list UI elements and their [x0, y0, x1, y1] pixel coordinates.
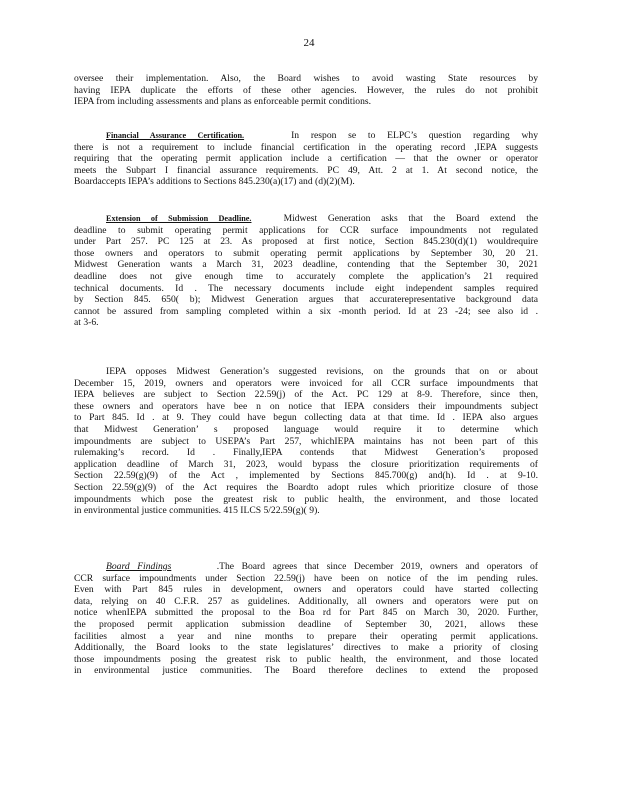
text-line: Even with Part 845 rules in development, owners and operators could have started collecting: [74, 584, 538, 596]
page-number: 24: [303, 37, 315, 49]
text-line-with-heading: [74, 561, 538, 573]
text-segment: In respon se to ELPC’s question regarding why: [291, 130, 538, 141]
section-heading: Board Findings: [106, 561, 172, 572]
text-line: these owners and operators have bee n on notice that IEPA considers their impoundments subject: [74, 400, 538, 412]
text-line: notice whenIEPA submitted the proposal to the Boa rd for Part 845 on March 30, 2020. Further,: [74, 607, 538, 619]
text-line: cannot be assured from sampling completed within a six -month period. Id at 23 -24; see also id .: [74, 305, 538, 317]
text-line: technical documents. Id . The necessary documents include eight independent samples required: [74, 282, 538, 294]
text-line: data, relying on 40 C.F.R. 257 as guidelines. Additionally, all owners and operators were put on: [74, 595, 538, 607]
text-line: having IEPA duplicate the efforts of these other agencies. However, the rules do not prohibit: [74, 84, 538, 96]
text-line: CCR surface impoundments under Section 22.59(j) have been on notice of the im pending rules.: [74, 572, 538, 584]
section-heading: Financial Assurance Certification.: [106, 131, 245, 140]
section-heading: Extension of Submission Deadline.: [106, 214, 252, 223]
text-segment: Midwest Generation asks that the Board extend the: [283, 213, 538, 224]
text-line: [74, 366, 538, 378]
text-line: deadline to submit operating permit applications for CCR surface impoundments not regulated: [74, 224, 538, 236]
text-line: impoundments which pose the greatest risk to public health, the environment, and those located: [74, 493, 538, 505]
text-segment: IEPA opposes Midwest Generation’s suggested revisions, on the grounds that on or about: [106, 366, 538, 377]
text-line: there is not a requirement to include financial certification in the operating record ,IEPA suggests: [74, 141, 538, 153]
text-line-with-heading: [74, 130, 538, 142]
text-line: in environmental justice communities. The Board therefore declines to extend the proposed: [74, 665, 538, 677]
text-line: those owners and operators to submit operating permit applications by September 30, 20 21.: [74, 247, 538, 259]
text-line: the proposed permit application submission deadline of September 30, 2021, allows these: [74, 618, 538, 630]
text-line: under Part 257. PC 125 at 23. As proposed at first notice, Section 845.230(d)(1) wouldrequire: [74, 236, 538, 248]
text-line: by Section 845. 650( b); Midwest Generation argues that accuraterepresentative background data: [74, 294, 538, 306]
paragraph-extension-deadline: [74, 213, 538, 329]
text-line: rulemaking’s record. Id . Finally,IEPA contends that Midwest Generation’s proposed: [74, 447, 538, 459]
text-line: application deadline of March 31, 2023, would bypass the closure prioritization requirements of: [74, 458, 538, 470]
text-line: IEPA believes are subject to Section 22.59(j) of the Act. PC 129 at 8-9. Therefore, since then,: [74, 389, 538, 401]
text-line: those impoundments posing the greatest risk to public health, the environment, and those located: [74, 653, 538, 665]
text-line: Section 22.59(g)(9) of the Act requires the Boardto adopt rules which prioritize closure of those: [74, 481, 538, 493]
text-line: deadline does not give enough time to accurately complete the application’s 21 required: [74, 270, 538, 282]
text-line: Section 22.59(g)(9) of the Act , implemented by Sections 845.700(g) and(h). Id . at 9-10.: [74, 470, 538, 482]
text-line: requiring that the operating permit application include a certification — that the owner or operator: [74, 153, 538, 165]
text-line-with-heading: [74, 213, 538, 225]
paragraph-financial-assurance: [74, 130, 538, 188]
paragraph-implementation: [74, 73, 538, 108]
text-line: Midwest Generation wants a March 31, 2023 deadline, contending that the September 30, 2021: [74, 259, 538, 271]
paragraph-iepa-opposes: [74, 366, 538, 517]
text-line: at 3-6.: [74, 317, 99, 329]
text-line: in environmental justice communities. 415 ILCS 5/22.59(g)( 9).: [74, 505, 320, 517]
text-line: impoundments are subject to USEPA’s Part 257, whichIEPA maintains has not been part of this: [74, 435, 538, 447]
paragraph-board-findings: [74, 561, 538, 677]
text-line: IEPA from including assessments and plans as enforceable permit conditions.: [74, 96, 371, 108]
text-line: oversee their implementation. Also, the Board wishes to avoid wasting State resources by: [74, 73, 538, 84]
text-line: that Midwest Generation’ s proposed language would require it to determine which: [74, 423, 538, 435]
text-line: December 15, 2019, owners and operators were invoiced for all CCR surface impoundments that: [74, 377, 538, 389]
text-line: to Part 845. Id . at 9. They could have begun collecting data at that time. Id . IEPA also argues: [74, 412, 538, 424]
text-line: Boardaccepts IEPA’s additions to Sections 845.230(a)(17) and (d)(2)(M).: [74, 176, 355, 188]
text-line: facilities almost a year and nine months to prepare their operating permit applications.: [74, 630, 538, 642]
text-segment: .The Board agrees that since December 2019, owners and operators of: [216, 561, 538, 572]
text-line: Additionally, the Board looks to the state legislatures’ directives to make a priority of closing: [74, 642, 538, 654]
text-line: meets the Subpart I financial assurance requirements. PC 49, Att. 2 at 1. At second notice, the: [74, 164, 538, 176]
